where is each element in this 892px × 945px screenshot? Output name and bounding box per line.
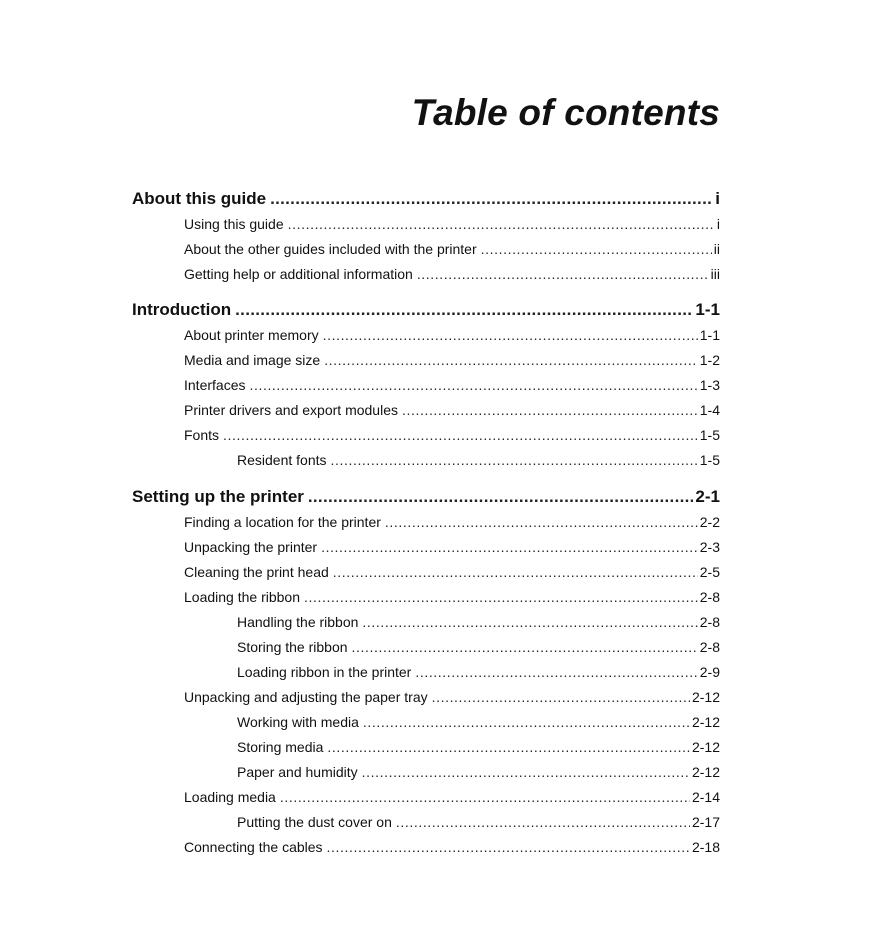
toc-page-number: 2-18 [691,839,720,855]
toc-subentry-link[interactable] [132,635,720,660]
toc-subentry-link[interactable] [132,610,720,635]
toc-section-introduction [132,297,720,473]
toc-page-number: 2-2 [699,514,720,530]
toc-page-number: 2-8 [699,589,720,605]
page-title: Table of contents [411,92,720,133]
toc-entry-label: Finding a location for the printer [184,514,381,530]
toc-entry-label: Getting help or additional information [184,266,413,282]
toc-entry-label: About printer memory [184,327,319,343]
toc-entry-label: Loading media [184,789,276,805]
toc-entry-label: Loading the ribbon [184,589,300,605]
dot-leader [321,535,698,560]
toc-entry-label: Storing the ribbon [237,639,348,655]
toc-subentry-link[interactable] [132,660,720,685]
toc-section-setting-up-the-printer [132,484,720,860]
toc-entry-link[interactable] [132,535,720,560]
toc-page-number: 1-5 [699,452,720,468]
toc-entry-label: Putting the dust cover on [237,814,392,830]
toc-page-number: 2-5 [699,564,720,580]
toc-heading-link[interactable] [132,186,720,212]
dot-leader [327,835,690,860]
table-of-contents [132,186,720,860]
dot-leader [432,685,690,710]
section-spacer [132,287,720,297]
toc-entry-link[interactable] [132,423,720,448]
toc-entry-label: Connecting the cables [184,839,323,855]
toc-page-number: 2-3 [699,539,720,555]
toc-page-number: 2-8 [699,639,720,655]
toc-heading-link[interactable] [132,297,720,323]
toc-entry-link[interactable] [132,510,720,535]
dot-leader [331,448,698,473]
toc-subentry-link[interactable] [132,448,720,473]
dot-leader [396,810,690,835]
toc-entry-label: Loading ribbon in the printer [237,664,412,680]
dot-leader [249,373,697,398]
dot-leader [304,585,698,610]
toc-page-number: 2-1 [695,487,720,506]
dot-leader [324,348,698,373]
toc-entry-label: About the other guides included with the printer [184,241,477,257]
dot-leader [280,785,690,810]
toc-entry-label: Working with media [237,714,359,730]
toc-entry-label: Printer drivers and export modules [184,402,398,418]
dot-leader [385,510,698,535]
section-spacer [132,473,720,484]
toc-subentry-link[interactable] [132,810,720,835]
toc-page-number: 1-4 [699,402,720,418]
toc-page-number: i [715,189,720,208]
dot-leader [235,297,693,323]
toc-entry-label: Resident fonts [237,452,327,468]
toc-entry-link[interactable] [132,323,720,348]
toc-entry-link[interactable] [132,585,720,610]
toc-subentry-link[interactable] [132,710,720,735]
toc-heading-label: About this guide [132,189,267,208]
toc-entry-link[interactable] [132,398,720,423]
toc-entry-link[interactable] [132,685,720,710]
dot-leader [288,212,715,237]
dot-leader [333,560,698,585]
toc-entry-label: Media and image size [184,352,321,368]
toc-page-number: 1-1 [699,327,720,343]
dot-leader [308,484,694,510]
dot-leader [362,760,690,785]
toc-subentry-link[interactable] [132,760,720,785]
dot-leader [362,610,697,635]
dot-leader [323,323,698,348]
toc-entry-link[interactable] [132,560,720,585]
toc-page-number: 2-14 [691,789,720,805]
toc-page-number: 1-5 [699,427,720,443]
toc-page-number: 2-8 [699,614,720,630]
toc-heading-link[interactable] [132,484,720,510]
toc-page-number: 1-1 [695,300,720,319]
toc-entry-link[interactable] [132,262,720,287]
toc-page-number: 2-12 [691,714,720,730]
toc-entry-label: Cleaning the print head [184,564,329,580]
dot-leader [363,710,690,735]
toc-entry-link[interactable] [132,212,720,237]
toc-entry-label: Paper and humidity [237,764,358,780]
dot-leader [352,635,698,660]
dot-leader [327,735,690,760]
toc-entry-label: Interfaces [184,377,246,393]
dot-leader [270,186,713,212]
dot-leader [402,398,698,423]
toc-entry-link[interactable] [132,785,720,810]
toc-subentry-link[interactable] [132,735,720,760]
dot-leader [223,423,698,448]
toc-entry-link[interactable] [132,835,720,860]
toc-entry-link[interactable] [132,237,720,262]
toc-page-number: 1-3 [699,377,720,393]
toc-entry-label: Unpacking the printer [184,539,318,555]
toc-page-number: 2-12 [691,764,720,780]
toc-page-number: 2-12 [691,739,720,755]
toc-entry-label: Handling the ribbon [237,614,359,630]
toc-page-number: 1-2 [699,352,720,368]
toc-page-number: 2-17 [691,814,720,830]
toc-section-about-this-guide [132,186,720,287]
toc-page-number: 2-9 [699,664,720,680]
dot-leader [417,262,709,287]
toc-page-number: ii [713,241,720,257]
toc-page-number: 2-12 [691,689,720,705]
toc-page-number: i [716,216,720,232]
toc-entry-label: Unpacking and adjusting the paper tray [184,689,428,705]
toc-entry-link[interactable] [132,373,720,398]
toc-heading-label: Setting up the printer [132,487,304,506]
dot-leader [415,660,697,685]
dot-leader [481,237,712,262]
toc-page-number: iii [710,266,720,282]
toc-entry-label: Using this guide [184,216,284,232]
toc-entry-link[interactable] [132,348,720,373]
toc-heading-label: Introduction [132,300,232,319]
toc-entry-label: Storing media [237,739,324,755]
toc-entry-label: Fonts [184,427,220,443]
